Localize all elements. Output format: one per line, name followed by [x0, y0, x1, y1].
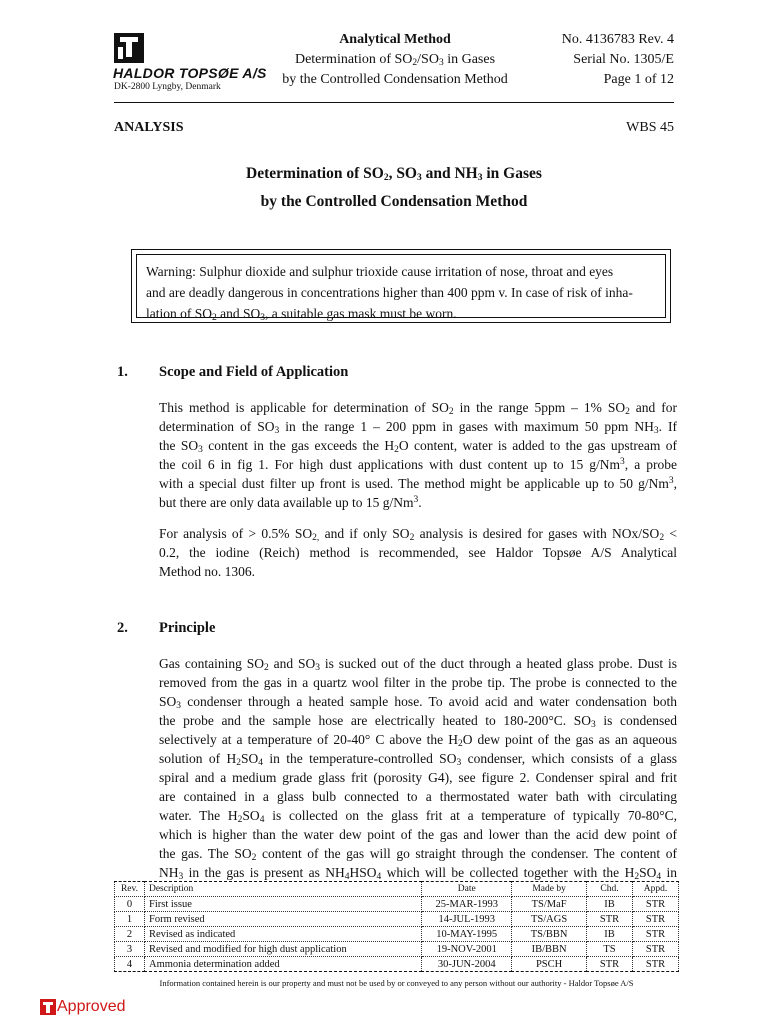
approved-stamp	[40, 998, 126, 1016]
confidentiality-note: Information contained herein is our property and must not be used by or conveyed to any person without our authority - Haldor Topsøe A/S	[159, 978, 634, 988]
company-address: DK-2800 Lyngby, Denmark	[114, 82, 221, 92]
title-line-2: by the Controlled Condensation Method	[260, 193, 528, 210]
approved-cell: STR	[633, 927, 679, 942]
company-logo-icon	[114, 33, 144, 63]
section-number: 1.	[117, 364, 128, 380]
section-title-principle: Principle	[159, 620, 216, 636]
header-method-name: Determination of $SO_2/SO_3$ in Gases	[294, 52, 496, 68]
header-method-subtitle: by the Controlled Condensation Method	[282, 72, 508, 87]
section-number: 2.	[117, 620, 128, 636]
header-document-title	[270, 30, 520, 90]
checked-cell: TS	[587, 942, 633, 957]
date-cell: 19-NOV-2001	[422, 942, 512, 957]
description-cell: Ammonia determination added	[144, 957, 421, 972]
warning-box	[131, 249, 671, 323]
warning-text-line: and are deadly dangerous in concentrations higher than 400 ppm v. In case of risk of inha-	[146, 285, 633, 300]
description-cell: Revised and modified for high dust application	[144, 942, 421, 957]
rev-cell: 1	[115, 912, 145, 927]
checked-cell: IB	[587, 927, 633, 942]
column-header: Chd.	[587, 882, 633, 897]
title-line-1: Determination of $SO_2$, $SO_3$ and $NH_3$ in Gases	[246, 165, 542, 183]
column-header: Made by	[512, 882, 587, 897]
approved-cell: STR	[633, 897, 679, 912]
header-divider	[114, 102, 674, 103]
revision-table	[114, 881, 679, 972]
page-title	[114, 160, 674, 216]
principle-paragraph: Gas containing $SO_2$ and $SO_3$ is sucked out of the duct through a heated glass probe. Dust is removed from the gas in a quartz wool filter in the probe tip. The probe is connected to the $SO_3$ condenser through a heated sample hose. To avoid acid and water condensation both the probe and the sample hose are electrically heated to 180-200°C. $SO_3$ is condensed selectively at a temperature of 20-40° C above the $H_2O$ dew point of the gas as an aqueous solution of $H_2SO_4$ in the temperature-controlled $SO_3$ condenser, which consists of a glass spiral and a medium grade glass frit (porosity G4), see figure 2. Condenser spiral and frit are contained in a glass bulb connected to a thermostated water bath with circulating water. The $H_2SO_4$ is collected on the glass frit at a temperature of typically 70-80°C, which is higher than the water dew point of the gas and lower than the acid dew point of the gas. The $SO_2$ content of the gas will go straight through the condenser. The content of $NH_3$ in the gas is present as $NH_4HSO_4$ which will be collected together with the $H_2SO_4$ in	[159, 656, 677, 882]
approved-label: Approved	[57, 998, 126, 1015]
page-indicator: Page 1 of 12	[603, 72, 674, 87]
table-row	[115, 912, 679, 927]
checked-cell: STR	[587, 957, 633, 972]
scope-paragraph-1: This method is applicable for determination of $SO_2$ in the range 5ppm – 1% $SO_2$ and for determination of $SO_3$ in the range 1 – 200 ppm in gases with maximum 50 ppm $NH_3$. If the $SO_3$ content in the gas exceeds the $H_2O$ content, water is added to the gas upstream of the coil 6 in fig 1. For high dust applications with dust content up to 15 g/Nm$^3$, a probe with a special dust filter up front is used. The method might be applicable up to 50 g/Nm$^3$, but there are only data available up to 15 g/Nm$^3$.	[159, 400, 678, 510]
wbs-code: WBS 45	[626, 120, 674, 135]
table-row	[115, 957, 679, 972]
column-header: Appd.	[633, 882, 679, 897]
warning-text-line: lation of $SO_2$ and $SO_3$, a suitable gas mask must be worn.	[146, 306, 457, 323]
approved-mark-icon	[40, 999, 56, 1015]
category-label: ANALYSIS	[114, 120, 184, 135]
date-cell: 30-JUN-2004	[422, 957, 512, 972]
revision-table-header	[115, 882, 679, 897]
section-title-scope: Scope and Field of Application	[159, 364, 349, 380]
made-by-cell: TS/AGS	[512, 912, 587, 927]
column-header: Date	[422, 882, 512, 897]
approved-cell: STR	[633, 957, 679, 972]
table-row	[115, 927, 679, 942]
scope-paragraph-2: For analysis of > 0.5% $SO_{2,}$ and if only $SO_2$ analysis is desired for gases with NOx/$SO_2$ < 0.2, the iodine (Reich) method is recommended, see Haldor Topsøe A/S Analytical Method no. 1306.	[159, 526, 678, 579]
made-by-cell: IB/BBN	[512, 942, 587, 957]
description-cell: First issue	[144, 897, 421, 912]
header-document-info	[520, 30, 674, 90]
date-cell: 25-MAR-1993	[422, 897, 512, 912]
date-cell: 14-JUL-1993	[422, 912, 512, 927]
description-cell: Revised as indicated	[144, 927, 421, 942]
made-by-cell: TS/MaF	[512, 897, 587, 912]
rev-cell: 0	[115, 897, 145, 912]
checked-cell: IB	[587, 897, 633, 912]
company-name: HALDOR TOPSØE A/S	[113, 65, 267, 81]
checked-cell: STR	[587, 912, 633, 927]
rev-cell: 2	[115, 927, 145, 942]
document-number: No. 4136783 Rev. 4	[561, 32, 674, 47]
rev-cell: 4	[115, 957, 145, 972]
made-by-cell: PSCH	[512, 957, 587, 972]
rev-cell: 3	[115, 942, 145, 957]
approved-cell: STR	[633, 942, 679, 957]
column-header: Rev.	[115, 882, 145, 897]
approved-cell: STR	[633, 912, 679, 927]
made-by-cell: TS/BBN	[512, 927, 587, 942]
date-cell: 10-MAY-1995	[422, 927, 512, 942]
table-row	[115, 942, 679, 957]
description-cell: Form revised	[144, 912, 421, 927]
column-header: Description	[144, 882, 421, 897]
table-row	[115, 897, 679, 912]
header-method-label: Analytical Method	[339, 32, 451, 47]
warning-text-line: Warning: Sulphur dioxide and sulphur trioxide cause irritation of nose, throat and eyes	[146, 264, 614, 279]
serial-number: Serial No. 1305/E	[573, 52, 674, 67]
